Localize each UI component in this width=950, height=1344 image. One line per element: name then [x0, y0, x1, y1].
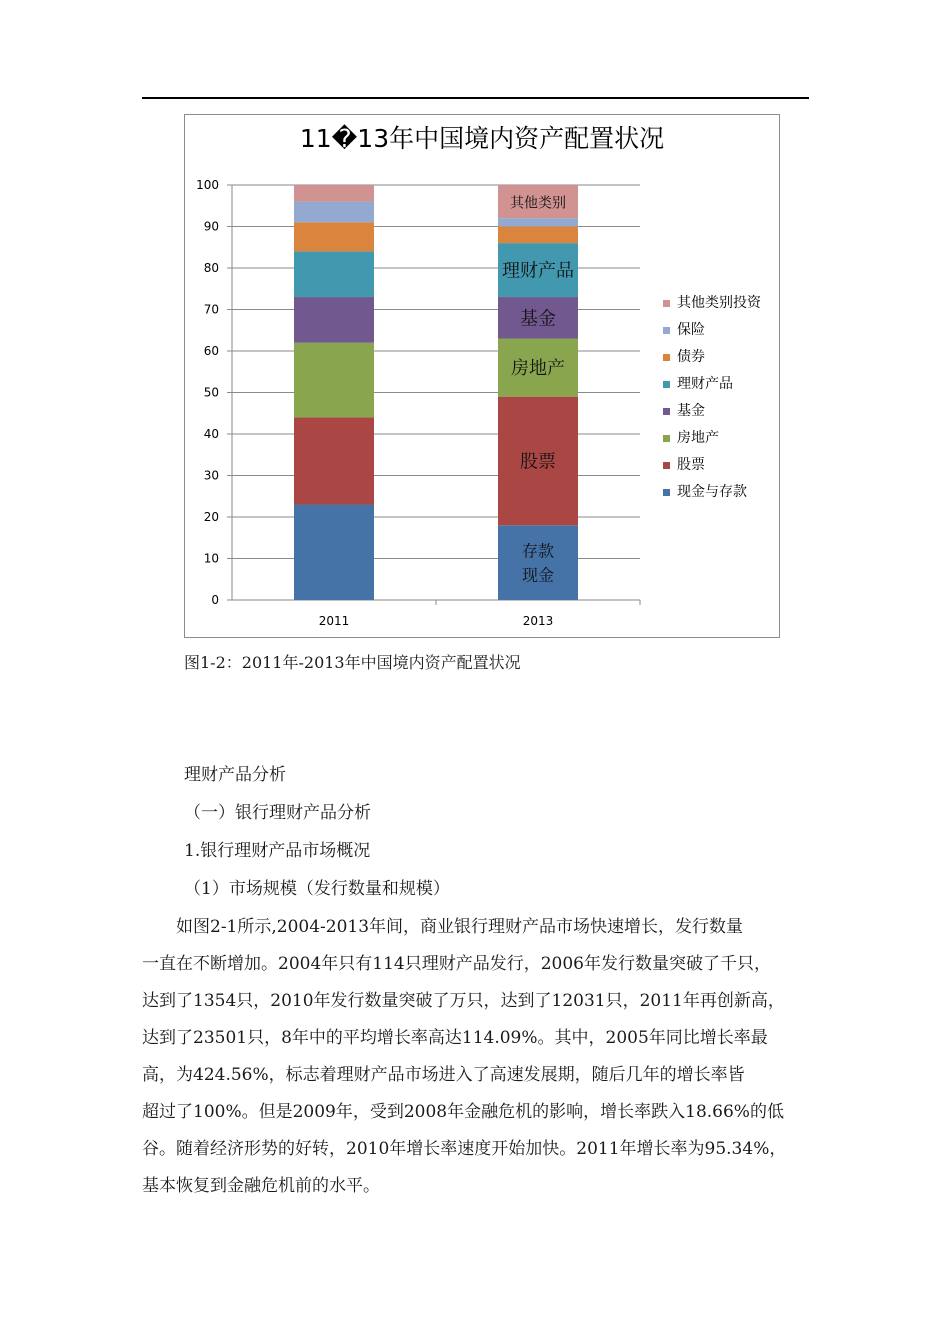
body-line: 一直在不断增加。2004年只有114只理财产品发行，2006年发行数量突破了千只， [142, 954, 771, 974]
chart-title: 11�13年中国境内资产配置状况 [299, 124, 665, 153]
y-tick-label: 20 [203, 510, 219, 524]
legend-swatch [663, 300, 670, 307]
chart-container [184, 114, 780, 638]
x-tick-label: 2011 [318, 614, 350, 628]
legend-label: 保险 [677, 322, 705, 338]
subsection-heading: （一）银行理财产品分析 [184, 803, 371, 823]
bar-annotation: 存款 [521, 541, 555, 561]
y-tick-label: 10 [203, 551, 219, 566]
bar-segment [294, 343, 374, 418]
legend-swatch [663, 354, 670, 361]
section-heading: 理财产品分析 [184, 765, 286, 785]
bar-segment [294, 185, 374, 202]
x-tick-label: 2013 [522, 614, 554, 628]
legend-label: 债券 [677, 349, 705, 365]
body-line: 达到了23501只，8年中的平均增长率高达114.09%。其中，2005年同比增长率最 [142, 1028, 768, 1048]
legend-label: 现金与存款 [677, 484, 747, 500]
bar-segment [294, 251, 374, 297]
legend-label: 其他类别投资 [677, 295, 761, 311]
stacked-bar-chart [185, 115, 779, 637]
y-tick-label: 80 [203, 261, 219, 275]
y-tick-label: 90 [203, 219, 219, 234]
body-line: 超过了100%。但是2009年，受到2008年金融危机的影响，增长率跌入18.66%的低 [142, 1102, 784, 1122]
body-line: 达到了1354只，2010年发行数量突破了万只，达到了12031只，2011年再创新高， [142, 991, 785, 1011]
bar-segment [498, 218, 578, 226]
legend-label: 基金 [677, 403, 705, 419]
legend-swatch [663, 408, 670, 415]
body-line: 谷。随着经济形势的好转，2010年增长率速度开始加快。2011年增长率为95.34%， [142, 1139, 787, 1159]
bar-annotation: 房地产 [511, 358, 565, 380]
header-rule [142, 97, 809, 99]
y-tick-label: 40 [203, 427, 219, 441]
bar-segment [294, 222, 374, 251]
figure-caption: 图1-2：2011年-2013年中国境内资产配置状况 [184, 653, 521, 672]
bar-segment [294, 202, 374, 223]
body-line: 高，为424.56%，标志着理财产品市场进入了高速发展期，随后几年的增长率皆 [142, 1065, 745, 1085]
y-tick-label: 60 [203, 344, 219, 358]
bar-segment [294, 297, 374, 343]
bar-segment [498, 227, 578, 244]
bar-annotation: 理财产品 [502, 260, 574, 282]
y-tick-label: 100 [196, 178, 219, 192]
bar-segment [498, 525, 578, 600]
bar-annotation: 其他类别 [510, 195, 566, 212]
y-tick-label: 30 [203, 468, 219, 483]
legend-label: 房地产 [677, 430, 719, 446]
y-tick-label: 0 [211, 593, 219, 607]
body-line: 基本恢复到金融危机前的水平。 [142, 1176, 380, 1196]
y-tick-label: 50 [203, 385, 219, 400]
y-tick-label: 70 [203, 302, 219, 317]
subitem-heading: （1）市场规模（发行数量和规模） [184, 879, 450, 899]
legend-swatch [663, 381, 670, 388]
legend-swatch [663, 489, 670, 496]
bar-annotation: 基金 [520, 308, 556, 330]
body-line: 如图2-1所示,2004-2013年间，商业银行理财产品市场快速增长，发行数量 [142, 917, 744, 937]
bar-annotation: 股票 [520, 451, 556, 473]
legend-label: 股票 [677, 457, 705, 473]
legend-swatch [663, 462, 670, 469]
body-paragraph [142, 909, 810, 1205]
bar-annotation: 现金 [521, 565, 555, 585]
bar-segment [294, 417, 374, 504]
legend-label: 理财产品 [677, 376, 733, 392]
bar-segment [294, 505, 374, 600]
item-heading: 1.银行理财产品市场概况 [184, 841, 371, 861]
legend-swatch [663, 327, 670, 334]
legend-swatch [663, 435, 670, 442]
